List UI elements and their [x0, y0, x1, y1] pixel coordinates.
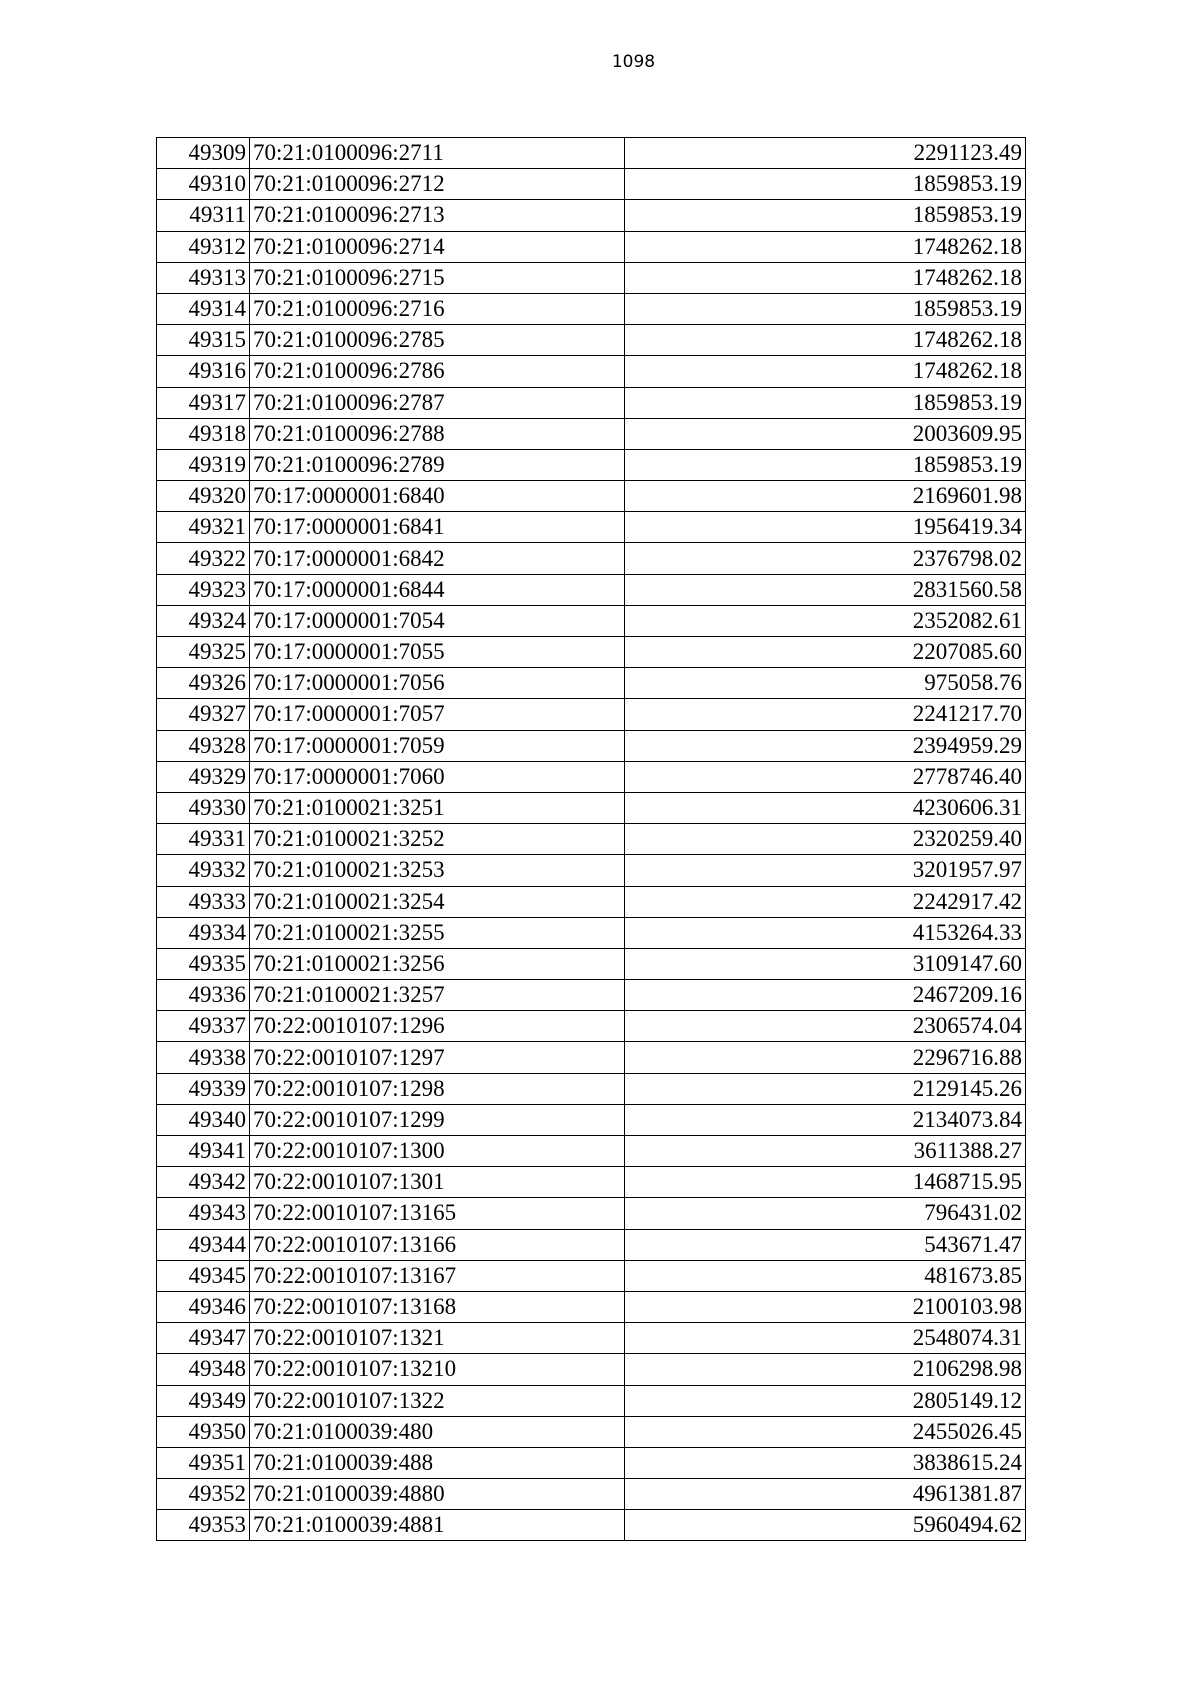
row-number-cell: 49338 [157, 1042, 250, 1073]
cadastral-number-cell: 70:21:0100039:4880 [250, 1479, 625, 1510]
row-number-cell: 49320 [157, 481, 250, 512]
row-number-cell: 49336 [157, 980, 250, 1011]
table-row [157, 387, 1026, 418]
cadastral-number-cell: 70:21:0100096:2787 [250, 387, 625, 418]
table-row [157, 574, 1026, 605]
table-row [157, 605, 1026, 636]
cadastral-number-cell: 70:17:0000001:7057 [250, 699, 625, 730]
value-cell: 2296716.88 [625, 1042, 1026, 1073]
cadastral-number-cell: 70:22:0010107:1300 [250, 1136, 625, 1167]
table-row [157, 1104, 1026, 1135]
table-row [157, 200, 1026, 231]
value-cell: 481673.85 [625, 1260, 1026, 1291]
table-row [157, 730, 1026, 761]
table-row [157, 792, 1026, 823]
cadastral-number-cell: 70:21:0100021:3255 [250, 917, 625, 948]
cadastral-number-cell: 70:22:0010107:1299 [250, 1104, 625, 1135]
row-number-cell: 49344 [157, 1229, 250, 1260]
row-number-cell: 49350 [157, 1416, 250, 1447]
row-number-cell: 49311 [157, 200, 250, 231]
cadastral-number-cell: 70:22:0010107:1301 [250, 1167, 625, 1198]
value-cell: 4230606.31 [625, 792, 1026, 823]
row-number-cell: 49325 [157, 637, 250, 668]
row-number-cell: 49334 [157, 917, 250, 948]
table-row [157, 1323, 1026, 1354]
table-row [157, 481, 1026, 512]
cadastral-number-cell: 70:21:0100021:3257 [250, 980, 625, 1011]
table-row [157, 699, 1026, 730]
cadastral-number-cell: 70:21:0100096:2789 [250, 449, 625, 480]
value-cell: 3611388.27 [625, 1136, 1026, 1167]
row-number-cell: 49327 [157, 699, 250, 730]
cadastral-number-cell: 70:21:0100096:2788 [250, 418, 625, 449]
cadastral-number-cell: 70:17:0000001:6842 [250, 543, 625, 574]
value-cell: 2100103.98 [625, 1291, 1026, 1322]
row-number-cell: 49321 [157, 512, 250, 543]
value-cell: 2467209.16 [625, 980, 1026, 1011]
row-number-cell: 49346 [157, 1291, 250, 1322]
table-row [157, 1416, 1026, 1447]
cadastral-number-cell: 70:21:0100096:2786 [250, 356, 625, 387]
value-cell: 1859853.19 [625, 169, 1026, 200]
table-row [157, 1229, 1026, 1260]
table-row [157, 418, 1026, 449]
table-row [157, 917, 1026, 948]
registry-table-body [157, 138, 1026, 1541]
value-cell: 5960494.62 [625, 1510, 1026, 1541]
row-number-cell: 49329 [157, 761, 250, 792]
table-row [157, 543, 1026, 574]
table-row [157, 855, 1026, 886]
row-number-cell: 49313 [157, 262, 250, 293]
row-number-cell: 49353 [157, 1510, 250, 1541]
row-number-cell: 49322 [157, 543, 250, 574]
cadastral-number-cell: 70:17:0000001:6841 [250, 512, 625, 543]
table-row [157, 1447, 1026, 1478]
value-cell: 2242917.42 [625, 886, 1026, 917]
row-number-cell: 49316 [157, 356, 250, 387]
value-cell: 4961381.87 [625, 1479, 1026, 1510]
cadastral-number-cell: 70:21:0100039:488 [250, 1447, 625, 1478]
table-row [157, 1260, 1026, 1291]
table-row [157, 1073, 1026, 1104]
cadastral-number-cell: 70:21:0100096:2712 [250, 169, 625, 200]
cadastral-number-cell: 70:21:0100096:2716 [250, 293, 625, 324]
value-cell: 2106298.98 [625, 1354, 1026, 1385]
row-number-cell: 49341 [157, 1136, 250, 1167]
value-cell: 2134073.84 [625, 1104, 1026, 1135]
table-row [157, 356, 1026, 387]
row-number-cell: 49348 [157, 1354, 250, 1385]
cadastral-number-cell: 70:21:0100096:2713 [250, 200, 625, 231]
row-number-cell: 49309 [157, 138, 250, 169]
table-row [157, 1198, 1026, 1229]
value-cell: 543671.47 [625, 1229, 1026, 1260]
row-number-cell: 49345 [157, 1260, 250, 1291]
table-row [157, 886, 1026, 917]
table-row [157, 1479, 1026, 1510]
table-row [157, 1291, 1026, 1322]
value-cell: 2291123.49 [625, 138, 1026, 169]
value-cell: 975058.76 [625, 668, 1026, 699]
table-row [157, 169, 1026, 200]
value-cell: 2003609.95 [625, 418, 1026, 449]
row-number-cell: 49333 [157, 886, 250, 917]
cadastral-number-cell: 70:21:0100096:2711 [250, 138, 625, 169]
value-cell: 2320259.40 [625, 824, 1026, 855]
table-row [157, 668, 1026, 699]
table-row [157, 1167, 1026, 1198]
table-row [157, 980, 1026, 1011]
cadastral-number-cell: 70:17:0000001:7054 [250, 605, 625, 636]
value-cell: 3109147.60 [625, 948, 1026, 979]
cadastral-number-cell: 70:21:0100096:2715 [250, 262, 625, 293]
cadastral-number-cell: 70:22:0010107:1321 [250, 1323, 625, 1354]
value-cell: 1748262.18 [625, 325, 1026, 356]
value-cell: 1859853.19 [625, 200, 1026, 231]
cadastral-number-cell: 70:22:0010107:13210 [250, 1354, 625, 1385]
page-number: 1098 [611, 52, 656, 72]
value-cell: 2455026.45 [625, 1416, 1026, 1447]
table-row [157, 138, 1026, 169]
value-cell: 2352082.61 [625, 605, 1026, 636]
value-cell: 1748262.18 [625, 231, 1026, 262]
cadastral-number-cell: 70:22:0010107:1298 [250, 1073, 625, 1104]
value-cell: 3201957.97 [625, 855, 1026, 886]
table-row [157, 824, 1026, 855]
table-row [157, 1385, 1026, 1416]
value-cell: 796431.02 [625, 1198, 1026, 1229]
cadastral-number-cell: 70:21:0100039:4881 [250, 1510, 625, 1541]
row-number-cell: 49337 [157, 1011, 250, 1042]
row-number-cell: 49331 [157, 824, 250, 855]
cadastral-number-cell: 70:17:0000001:7056 [250, 668, 625, 699]
row-number-cell: 49323 [157, 574, 250, 605]
cadastral-number-cell: 70:21:0100021:3252 [250, 824, 625, 855]
value-cell: 2831560.58 [625, 574, 1026, 605]
cadastral-number-cell: 70:22:0010107:13168 [250, 1291, 625, 1322]
cadastral-number-cell: 70:22:0010107:1296 [250, 1011, 625, 1042]
value-cell: 2129145.26 [625, 1073, 1026, 1104]
row-number-cell: 49351 [157, 1447, 250, 1478]
value-cell: 1956419.34 [625, 512, 1026, 543]
value-cell: 3838615.24 [625, 1447, 1026, 1478]
cadastral-number-cell: 70:22:0010107:1297 [250, 1042, 625, 1073]
table-row [157, 293, 1026, 324]
value-cell: 2169601.98 [625, 481, 1026, 512]
table-row [157, 1011, 1026, 1042]
value-cell: 1859853.19 [625, 387, 1026, 418]
cadastral-number-cell: 70:21:0100096:2785 [250, 325, 625, 356]
cadastral-number-cell: 70:22:0010107:13167 [250, 1260, 625, 1291]
row-number-cell: 49340 [157, 1104, 250, 1135]
row-number-cell: 49314 [157, 293, 250, 324]
value-cell: 2207085.60 [625, 637, 1026, 668]
table-row [157, 449, 1026, 480]
row-number-cell: 49339 [157, 1073, 250, 1104]
value-cell: 2805149.12 [625, 1385, 1026, 1416]
cadastral-number-cell: 70:22:0010107:1322 [250, 1385, 625, 1416]
row-number-cell: 49342 [157, 1167, 250, 1198]
cadastral-number-cell: 70:21:0100021:3251 [250, 792, 625, 823]
value-cell: 2778746.40 [625, 761, 1026, 792]
table-row [157, 637, 1026, 668]
cadastral-number-cell: 70:22:0010107:13165 [250, 1198, 625, 1229]
value-cell: 2548074.31 [625, 1323, 1026, 1354]
table-row [157, 1354, 1026, 1385]
value-cell: 1748262.18 [625, 262, 1026, 293]
value-cell: 2394959.29 [625, 730, 1026, 761]
value-cell: 2241217.70 [625, 699, 1026, 730]
cadastral-number-cell: 70:22:0010107:13166 [250, 1229, 625, 1260]
row-number-cell: 49343 [157, 1198, 250, 1229]
cadastral-number-cell: 70:21:0100021:3256 [250, 948, 625, 979]
row-number-cell: 49328 [157, 730, 250, 761]
table-row [157, 1510, 1026, 1541]
cadastral-number-cell: 70:17:0000001:7059 [250, 730, 625, 761]
table-row [157, 512, 1026, 543]
table-row [157, 325, 1026, 356]
row-number-cell: 49352 [157, 1479, 250, 1510]
cadastral-number-cell: 70:21:0100096:2714 [250, 231, 625, 262]
value-cell: 2306574.04 [625, 1011, 1026, 1042]
table-row [157, 1136, 1026, 1167]
row-number-cell: 49319 [157, 449, 250, 480]
row-number-cell: 49332 [157, 855, 250, 886]
row-number-cell: 49349 [157, 1385, 250, 1416]
value-cell: 1859853.19 [625, 449, 1026, 480]
row-number-cell: 49317 [157, 387, 250, 418]
row-number-cell: 49312 [157, 231, 250, 262]
table-row [157, 948, 1026, 979]
row-number-cell: 49335 [157, 948, 250, 979]
cadastral-number-cell: 70:21:0100021:3253 [250, 855, 625, 886]
row-number-cell: 49315 [157, 325, 250, 356]
table-row [157, 1042, 1026, 1073]
cadastral-number-cell: 70:17:0000001:7060 [250, 761, 625, 792]
value-cell: 1468715.95 [625, 1167, 1026, 1198]
table-row [157, 761, 1026, 792]
row-number-cell: 49324 [157, 605, 250, 636]
row-number-cell: 49347 [157, 1323, 250, 1354]
row-number-cell: 49330 [157, 792, 250, 823]
table-row [157, 262, 1026, 293]
value-cell: 4153264.33 [625, 917, 1026, 948]
row-number-cell: 49318 [157, 418, 250, 449]
row-number-cell: 49326 [157, 668, 250, 699]
value-cell: 1859853.19 [625, 293, 1026, 324]
cadastral-number-cell: 70:21:0100021:3254 [250, 886, 625, 917]
row-number-cell: 49310 [157, 169, 250, 200]
value-cell: 2376798.02 [625, 543, 1026, 574]
table-row [157, 231, 1026, 262]
value-cell: 1748262.18 [625, 356, 1026, 387]
cadastral-number-cell: 70:21:0100039:480 [250, 1416, 625, 1447]
cadastral-number-cell: 70:17:0000001:7055 [250, 637, 625, 668]
registry-table [156, 137, 1026, 1541]
cadastral-number-cell: 70:17:0000001:6844 [250, 574, 625, 605]
cadastral-number-cell: 70:17:0000001:6840 [250, 481, 625, 512]
